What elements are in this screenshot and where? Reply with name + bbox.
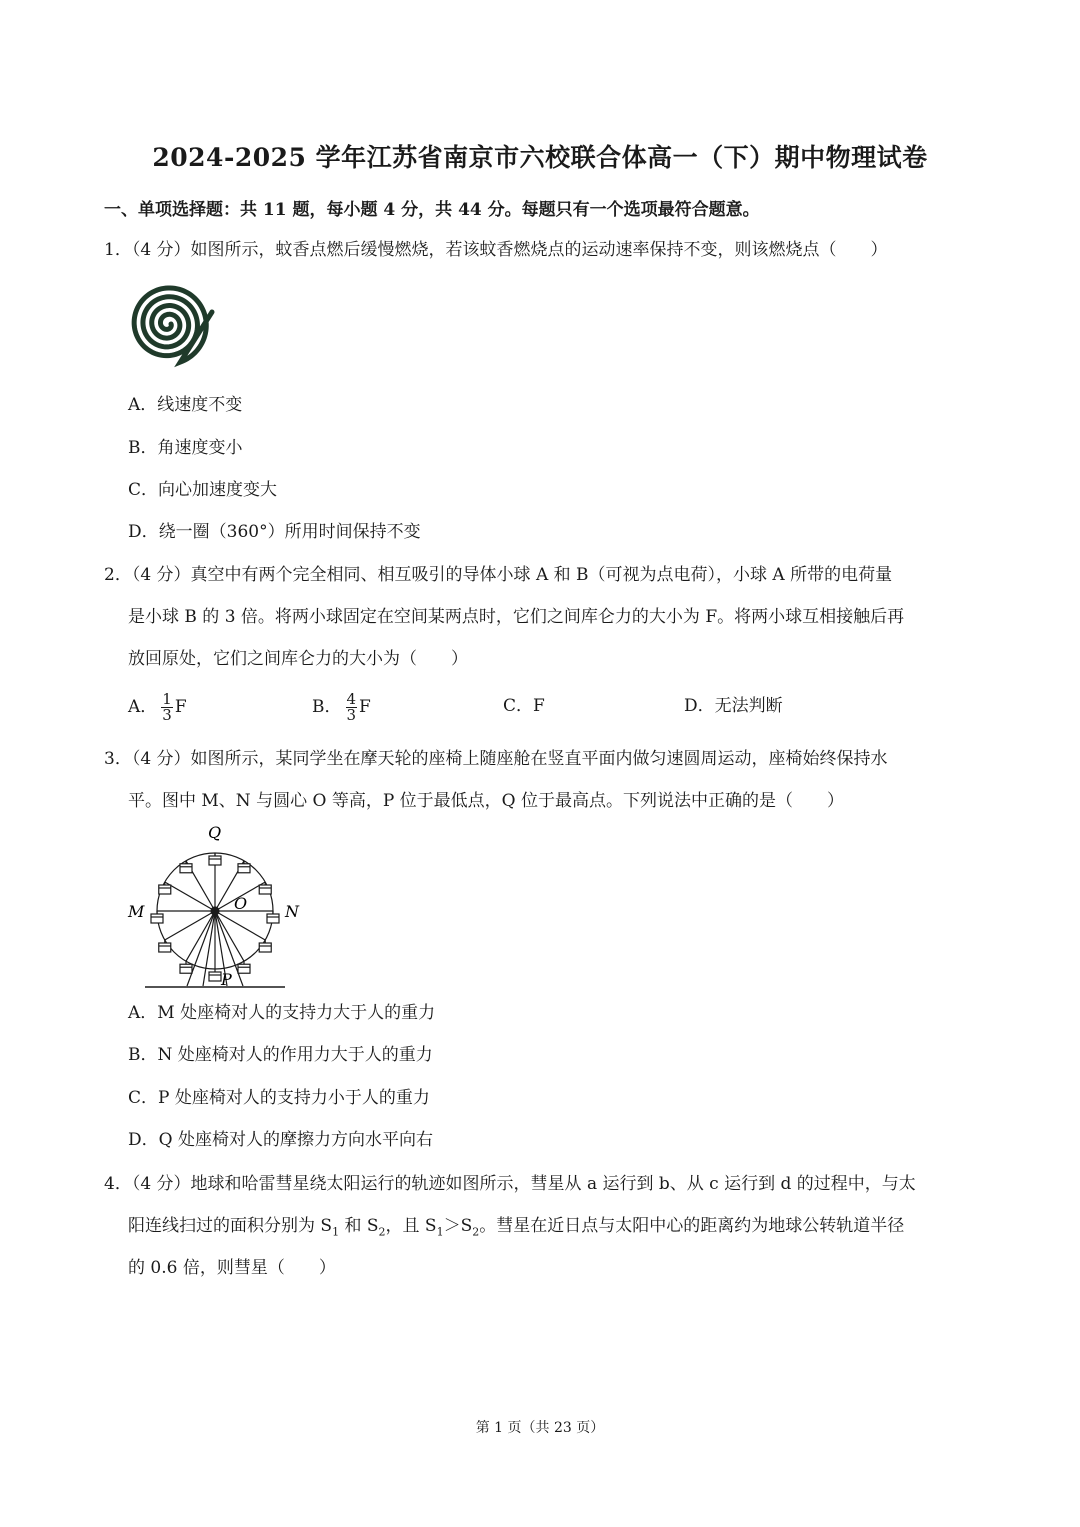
page-title: 2024-2025 学年江苏省南京市六校联合体高一（下）期中物理试卷 (152, 143, 928, 172)
q1-option-d: D．绕一圈（360°）所用时间保持不变 (128, 522, 421, 542)
question-2-line-2: 是小球 B 的 3 倍。将两小球固定在空间某两点时，它们之间库仑力的大小为 F。将两小球互相接触后再 (128, 607, 905, 627)
q3-option-a: A．M 处座椅对人的支持力大于人的重力 (128, 1003, 436, 1023)
q2-option-b-fraction: $\frac{4}{3}$ (346, 690, 357, 724)
question-2-line-3: 放回原处，它们之间库仑力的大小为（ ） (128, 649, 468, 669)
ferris-wheel-figure (120, 822, 310, 992)
q2-option-b-label: B． (312, 697, 342, 717)
q2-option-b: B． $\frac{4}{3}$ F (312, 690, 371, 724)
label-q: Q (208, 823, 222, 842)
q3-option-c: C．P 处座椅对人的支持力小于人的重力 (128, 1088, 430, 1108)
question-3-line-1: 3．（4 分）如图所示，某同学坐在摩天轮的座椅上随座舱在竖直平面内做匀速圆周运动，座椅始终保持水 (104, 749, 888, 769)
q1-option-b: B．角速度变小 (128, 438, 243, 458)
q2-option-a: A． $\frac{1}{3}$ F (128, 690, 187, 724)
q2-option-a-label: A． (128, 697, 158, 717)
question-4-line-3: 的 0.6 倍，则彗星（ ） (128, 1258, 336, 1278)
label-p: P (221, 970, 232, 989)
question-3-line-2: 平。图中 M、N 与圆心 O 等高，P 位于最低点，Q 位于最高点。下列说法中正确的是（ ） (128, 791, 845, 811)
section-heading: 一、单项选择题：共 11 题，每小题 4 分，共 44 分。每题只有一个选项最符合题意。 (104, 200, 760, 220)
page-footer: 第 1 页（共 23 页） (475, 1420, 605, 1436)
question-4-line-2: 阳连线扫过的面积分别为 $S_1$ 和 $S_2$，且 $S_1>S_2$。彗星在近日点与太阳中心的距离约为地球公转轨道半径 (128, 1216, 905, 1239)
q2-option-c: C．F (503, 696, 545, 716)
label-o: O (234, 894, 248, 913)
question-2-line-1: 2．（4 分）真空中有两个完全相同、相互吸引的导体小球 A 和 B（可视为点电荷），小球 A 所带的电荷量 (104, 565, 893, 585)
question-4-line-1: 4．（4 分）地球和哈雷彗星绕太阳运行的轨迹如图所示，彗星从 a 运行到 b、从 c 运行到 d 的过程中，与太 (104, 1174, 916, 1194)
q1-option-c: C．向心加速度变大 (128, 480, 278, 500)
label-m: M (128, 902, 145, 921)
label-n: N (285, 902, 299, 921)
q3-option-d: D．Q 处座椅对人的摩擦力方向水平向右 (128, 1130, 433, 1150)
q1-option-a: A．线速度不变 (128, 395, 243, 415)
q3-option-b: B．N 处座椅对人的作用力大于人的重力 (128, 1045, 433, 1065)
q2-option-a-fraction: $\frac{1}{3}$ (162, 690, 172, 724)
question-1-text: 1．（4 分）如图所示，蚊香点燃后缓慢燃烧，若该蚊香燃烧点的运动速率保持不变，则该燃烧点（ ） (104, 240, 888, 260)
q2-option-d: D．无法判断 (684, 696, 783, 716)
mosquito-coil-figure (124, 282, 220, 368)
